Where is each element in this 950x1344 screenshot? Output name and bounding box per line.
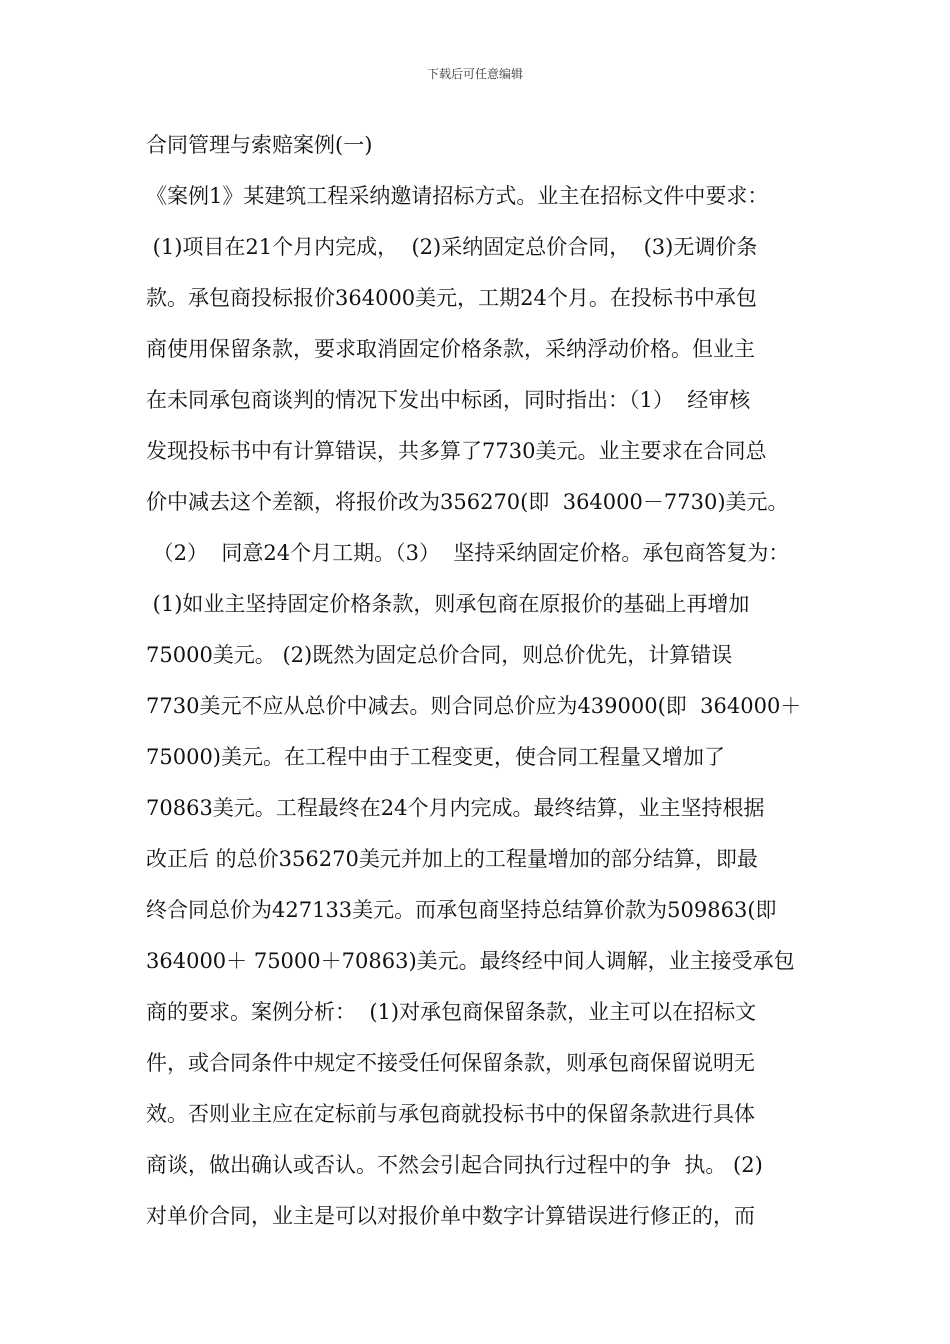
paragraph-line: 商使用保留条款，要求取消固定价格条款，采纳浮动价格。但业主 (146, 337, 755, 361)
paragraph-line: (1)项目在21个月内完成， (2)采纳固定总价合同， (3)无调价条 (146, 235, 758, 259)
paragraph-line: 价中减去这个差额，将报价改为356270(即 364000－7730)美元。 (146, 490, 789, 514)
paragraph-line: 《案例1》某建筑工程采纳邀请招标方式。业主在招标文件中要求： (146, 184, 769, 208)
page-header: 下载后可任意编辑 (426, 67, 523, 81)
paragraph-line: 364000＋ 75000＋70863)美元。最终经中间人调解，业主接受承包 (146, 949, 795, 973)
paragraph-line: 对单价合同，业主是可以对报价单中数字计算错误进行修正的，而 (146, 1204, 755, 1228)
paragraph-line: 件，或合同条件中规定不接受任何保留条款，则承包商保留说明无 (146, 1051, 755, 1075)
paragraph-line: 款。承包商投标报价364000美元，工期24个月。在投标书中承包 (146, 286, 757, 310)
paragraph-line: 终合同总价为427133美元。而承包商坚持总结算价款为509863(即 (146, 898, 777, 922)
paragraph-line: 效。否则业主应在定标前与承包商就投标书中的保留条款进行具体 (146, 1102, 755, 1126)
paragraph-line: 75000)美元。在工程中由于工程变更，使合同工程量又增加了 (146, 745, 725, 769)
paragraph-line: 75000美元。 (2)既然为固定总价合同，则总价优先，计算错误 (146, 643, 733, 667)
paragraph-line: 发现投标书中有计算错误，共多算了7730美元。业主要求在合同总 (146, 439, 767, 463)
paragraph-line: 70863美元。工程最终在24个月内完成。最终结算，业主坚持根据 (146, 796, 765, 820)
paragraph-line: 在未同承包商谈判的情况下发出中标函，同时指出：（1） 经审核 (146, 388, 751, 412)
paragraph-line: （2） 同意24个月工期。（3） 坚持采纳固定价格。承包商答复为： (146, 541, 790, 565)
paragraph-line: 商谈，做出确认或否认。不然会引起合同执行过程中的争 执。 (2) (146, 1153, 763, 1177)
paragraph-line: 改正后 的总价356270美元并加上的工程量增加的部分结算，即最 (146, 847, 758, 871)
paragraph-line: (1)如业主坚持固定价格条款，则承包商在原报价的基础上再增加 (146, 592, 750, 616)
document-title: 合同管理与索赔案例(一) (146, 133, 373, 157)
paragraph-line: 7730美元不应从总价中减去。则合同总价应为439000(即 364000＋ (146, 694, 802, 718)
paragraph-line: 商的要求。案例分析： (1)对承包商保留条款，业主可以在招标文 (146, 1000, 757, 1024)
